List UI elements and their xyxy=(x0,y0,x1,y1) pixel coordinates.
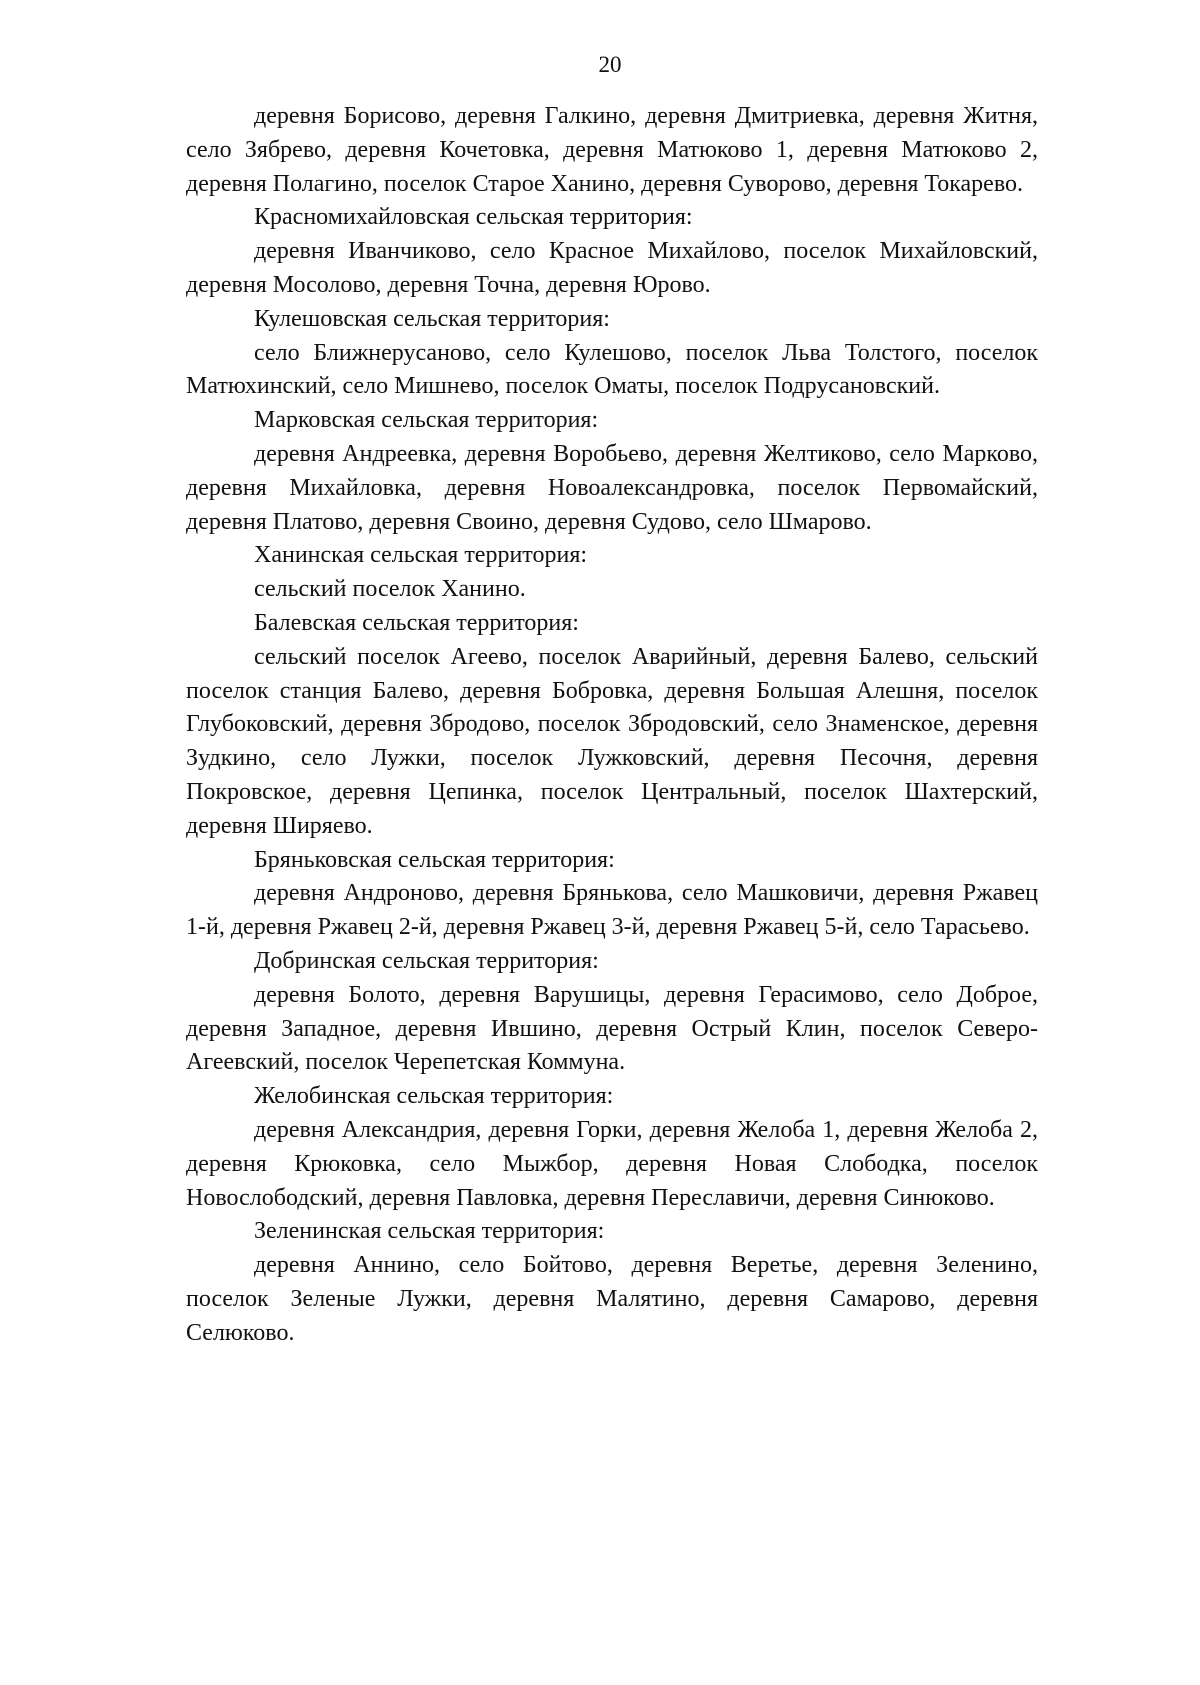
territory-heading: Красномихайловская сельская территория: xyxy=(254,204,693,231)
territory-heading: Ханинская сельская территория: xyxy=(254,542,588,569)
settlement-list: село Ближнерусаново, село Кулешово, поселок Льва Толстого, поселок Матюхинский, село Мишнево, поселок Оматы, поселок Подрусановский. xyxy=(186,339,1038,400)
territory-heading: Балевская сельская территория: xyxy=(254,609,579,636)
settlement-list: деревня Борисово, деревня Галкино, деревня Дмитриевка, деревня Житня, село Зябрево, деревня Кочетовка, деревня Матюково 1, деревня Матюково 2, деревня Полагино, поселок Старое Ханино, деревня Суворово, деревня Токарево. xyxy=(186,103,1038,197)
settlement-list: сельский поселок Ханино. xyxy=(254,576,526,603)
territory-heading: Бряньковская сельская территория: xyxy=(254,846,615,873)
settlement-list: деревня Андроново, деревня Брянькова, село Машковичи, деревня Ржавец 1-й, деревня Ржавец 2-й, деревня Ржавец 3-й, деревня Ржавец 5-й, село Тарасьево. xyxy=(186,880,1038,941)
territory-heading: Зеленинская сельская территория: xyxy=(254,1218,605,1245)
settlement-list: деревня Болото, деревня Варушицы, деревня Герасимово, село Доброе, деревня Западное, деревня Ившино, деревня Острый Клин, поселок Северо-Агеевский, поселок Черепетская Коммуна. xyxy=(186,981,1038,1076)
territory-heading: Желобинская сельская территория: xyxy=(254,1083,614,1110)
settlement-list: деревня Иванчиково, село Красное Михайлово, поселок Михайловский, деревня Мосолово, деревня Точна, деревня Юрово. xyxy=(186,238,1038,298)
page-number: 20 xyxy=(598,52,622,77)
territory-heading: Добринская сельская территория: xyxy=(254,947,599,974)
document-body xyxy=(186,100,1038,1350)
settlement-list: деревня Аннино, село Бойтово, деревня Веретье, деревня Зеленино, поселок Зеленые Лужки, деревня Малятино, деревня Самарово, деревня Селюково. xyxy=(186,1252,1038,1346)
territory-heading: Марковская сельская территория: xyxy=(254,407,599,434)
territory-heading: Кулешовская сельская территория: xyxy=(254,305,610,332)
settlement-list: деревня Андреевка, деревня Воробьево, деревня Желтиково, село Марково, деревня Михайловка, деревня Новоалександровка, поселок Первомайский, деревня Платово, деревня Своино, деревня Судово, село Шмарово. xyxy=(186,440,1038,535)
settlement-list: деревня Александрия, деревня Горки, деревня Желоба 1, деревня Желоба 2, деревня Крюковка, село Мыжбор, деревня Новая Слободка, поселок Новослободский, деревня Павловка, деревня Переславичи, деревня Синюково. xyxy=(186,1116,1038,1211)
settlement-list: сельский поселок Агеево, поселок Аварийный, деревня Балево, сельский поселок станция Балево, деревня Бобровка, деревня Большая Алешня, поселок Глубоковский, деревня Збродово, поселок Збродовский, село Знаменское, деревня Зудкино, село Лужки, поселок Лужковский, деревня Песочня, деревня Покровское, деревня Цепинка, поселок Центральный, поселок Шахтерский, деревня Ширяево. xyxy=(186,643,1038,839)
